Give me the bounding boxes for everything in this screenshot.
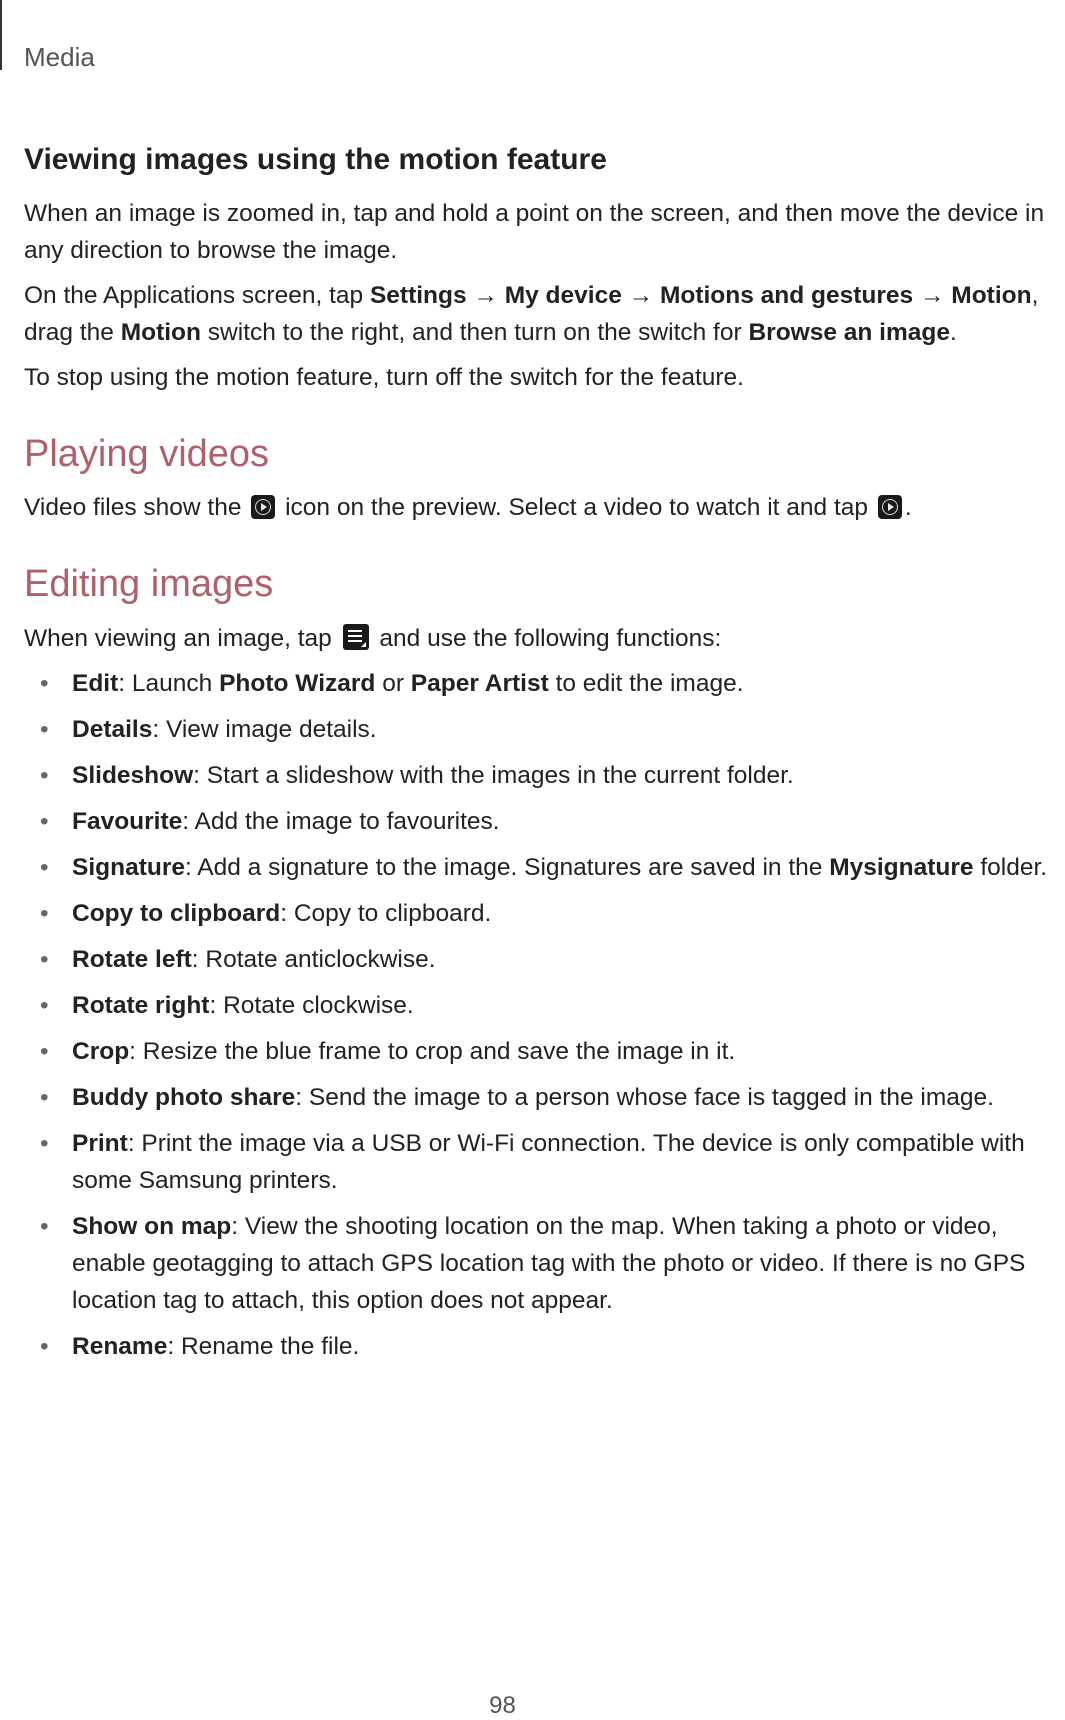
text-run: On the Applications screen, tap	[24, 282, 370, 309]
functions-list	[24, 665, 1059, 1365]
function-description: : View the shooting location on the map. When taking a photo or video, enable geotagging to attach GPS location tag with the photo or video. If there is no GPS location tag to attach, this option does not appear.	[72, 1212, 1026, 1314]
function-description: to edit the image.	[548, 669, 744, 697]
function-term: Photo Wizard	[219, 669, 376, 697]
function-term: Favourite	[72, 807, 183, 835]
bullet: •	[40, 1129, 49, 1157]
function-description: : Launch	[118, 669, 220, 697]
bullet: •	[40, 669, 49, 697]
bullet: •	[40, 1083, 49, 1111]
function-term: Edit	[72, 669, 119, 697]
bullet: •	[40, 715, 49, 743]
page-content	[24, 140, 1059, 1374]
function-description: : Copy to clipboard.	[280, 899, 492, 927]
bullet: •	[40, 761, 49, 789]
function-item	[24, 1033, 1059, 1070]
function-item	[24, 941, 1059, 978]
text-run: .	[949, 319, 957, 346]
function-description: : Add a signature to the image. Signatures are saved in the	[185, 853, 830, 881]
running-header: Media	[24, 42, 95, 72]
editing-intro	[24, 620, 1059, 657]
function-term: Crop	[72, 1037, 130, 1065]
function-item	[24, 895, 1059, 932]
function-item	[24, 849, 1059, 886]
menu-icon	[343, 624, 369, 650]
bullet: •	[40, 1332, 49, 1360]
function-description: folder.	[973, 853, 1048, 881]
function-description: or	[375, 669, 411, 697]
motion-term: Motion	[951, 282, 1032, 309]
playing-videos-heading: Playing videos	[24, 433, 270, 475]
function-item	[24, 987, 1059, 1024]
bullet: •	[40, 1212, 49, 1240]
function-term: Paper Artist	[410, 669, 549, 697]
function-item	[24, 1125, 1059, 1199]
function-term: Rotate right	[72, 991, 210, 1019]
function-description: : Rotate clockwise.	[209, 991, 414, 1019]
videos-paragraph	[24, 489, 1059, 526]
function-term: Signature	[72, 853, 185, 881]
text-run: icon on the preview. Select a video to watch it and tap	[278, 494, 875, 522]
bullet: •	[40, 899, 49, 927]
function-description: : Send the image to a person whose face is tagged in the image.	[295, 1083, 994, 1111]
function-item	[24, 1079, 1059, 1116]
function-term: Copy to clipboard	[72, 899, 281, 927]
function-term: Details	[72, 715, 153, 743]
function-item	[24, 711, 1059, 748]
text-run: and use the following functions:	[372, 624, 722, 652]
play-icon	[878, 495, 902, 519]
my-device-term: My device	[504, 282, 622, 309]
arrow-separator: →	[621, 282, 660, 309]
bullet: •	[40, 945, 49, 973]
function-term: Buddy photo share	[72, 1083, 296, 1111]
function-term: Rename	[72, 1332, 168, 1360]
text-run: , drag the	[24, 282, 1039, 346]
function-term: Rotate left	[72, 945, 192, 973]
arrow-separator: →	[913, 282, 952, 309]
function-item	[24, 757, 1059, 794]
header-rule	[0, 0, 2, 70]
function-item	[24, 1328, 1059, 1365]
function-item	[24, 803, 1059, 840]
text-run: Video files show the	[24, 494, 249, 522]
motion-paragraph-1: When an image is zoomed in, tap and hold a point on the screen, and then move the device in any direction to browse the image.	[24, 200, 1045, 264]
function-description: : View image details.	[152, 715, 377, 743]
editing-images-heading: Editing images	[24, 563, 274, 606]
function-term: Mysignature	[829, 853, 974, 881]
bullet: •	[40, 991, 49, 1019]
function-description: : Print the image via a USB or Wi-Fi connection. The device is only compatible with some Samsung printers.	[72, 1129, 1025, 1194]
motion-paragraph-2	[24, 277, 1059, 351]
function-description: : Add the image to favourites.	[182, 807, 500, 835]
function-description: : Resize the blue frame to crop and save the image in it.	[129, 1037, 736, 1065]
bullet: •	[40, 807, 49, 835]
settings-term: Settings	[369, 282, 467, 309]
motion-switch-term: Motion	[120, 319, 201, 346]
play-icon	[251, 495, 275, 519]
function-item	[24, 665, 1059, 702]
text-run: switch to the right, and then turn on the switch for	[201, 319, 749, 346]
arrow-separator: →	[466, 282, 505, 309]
function-description: : Rename the file.	[167, 1332, 360, 1360]
function-term: Print	[72, 1129, 128, 1157]
function-term: Slideshow	[72, 761, 194, 789]
function-description: : Rotate anticlockwise.	[191, 945, 436, 973]
browse-image-term: Browse an image	[748, 319, 950, 346]
bullet: •	[40, 1037, 49, 1065]
text-run: When viewing an image, tap	[24, 624, 339, 652]
bullet: •	[40, 853, 49, 881]
function-item	[24, 1208, 1059, 1319]
text-run: .	[904, 494, 912, 522]
function-term: Show on map	[72, 1212, 232, 1240]
motion-paragraph-3: To stop using the motion feature, turn off the switch for the feature.	[24, 364, 744, 391]
function-description: : Start a slideshow with the images in the current folder.	[193, 761, 794, 789]
motions-gestures-term: Motions and gestures	[659, 282, 914, 309]
motion-section-title: Viewing images using the motion feature	[24, 143, 607, 176]
page-number: 98	[489, 1692, 516, 1719]
